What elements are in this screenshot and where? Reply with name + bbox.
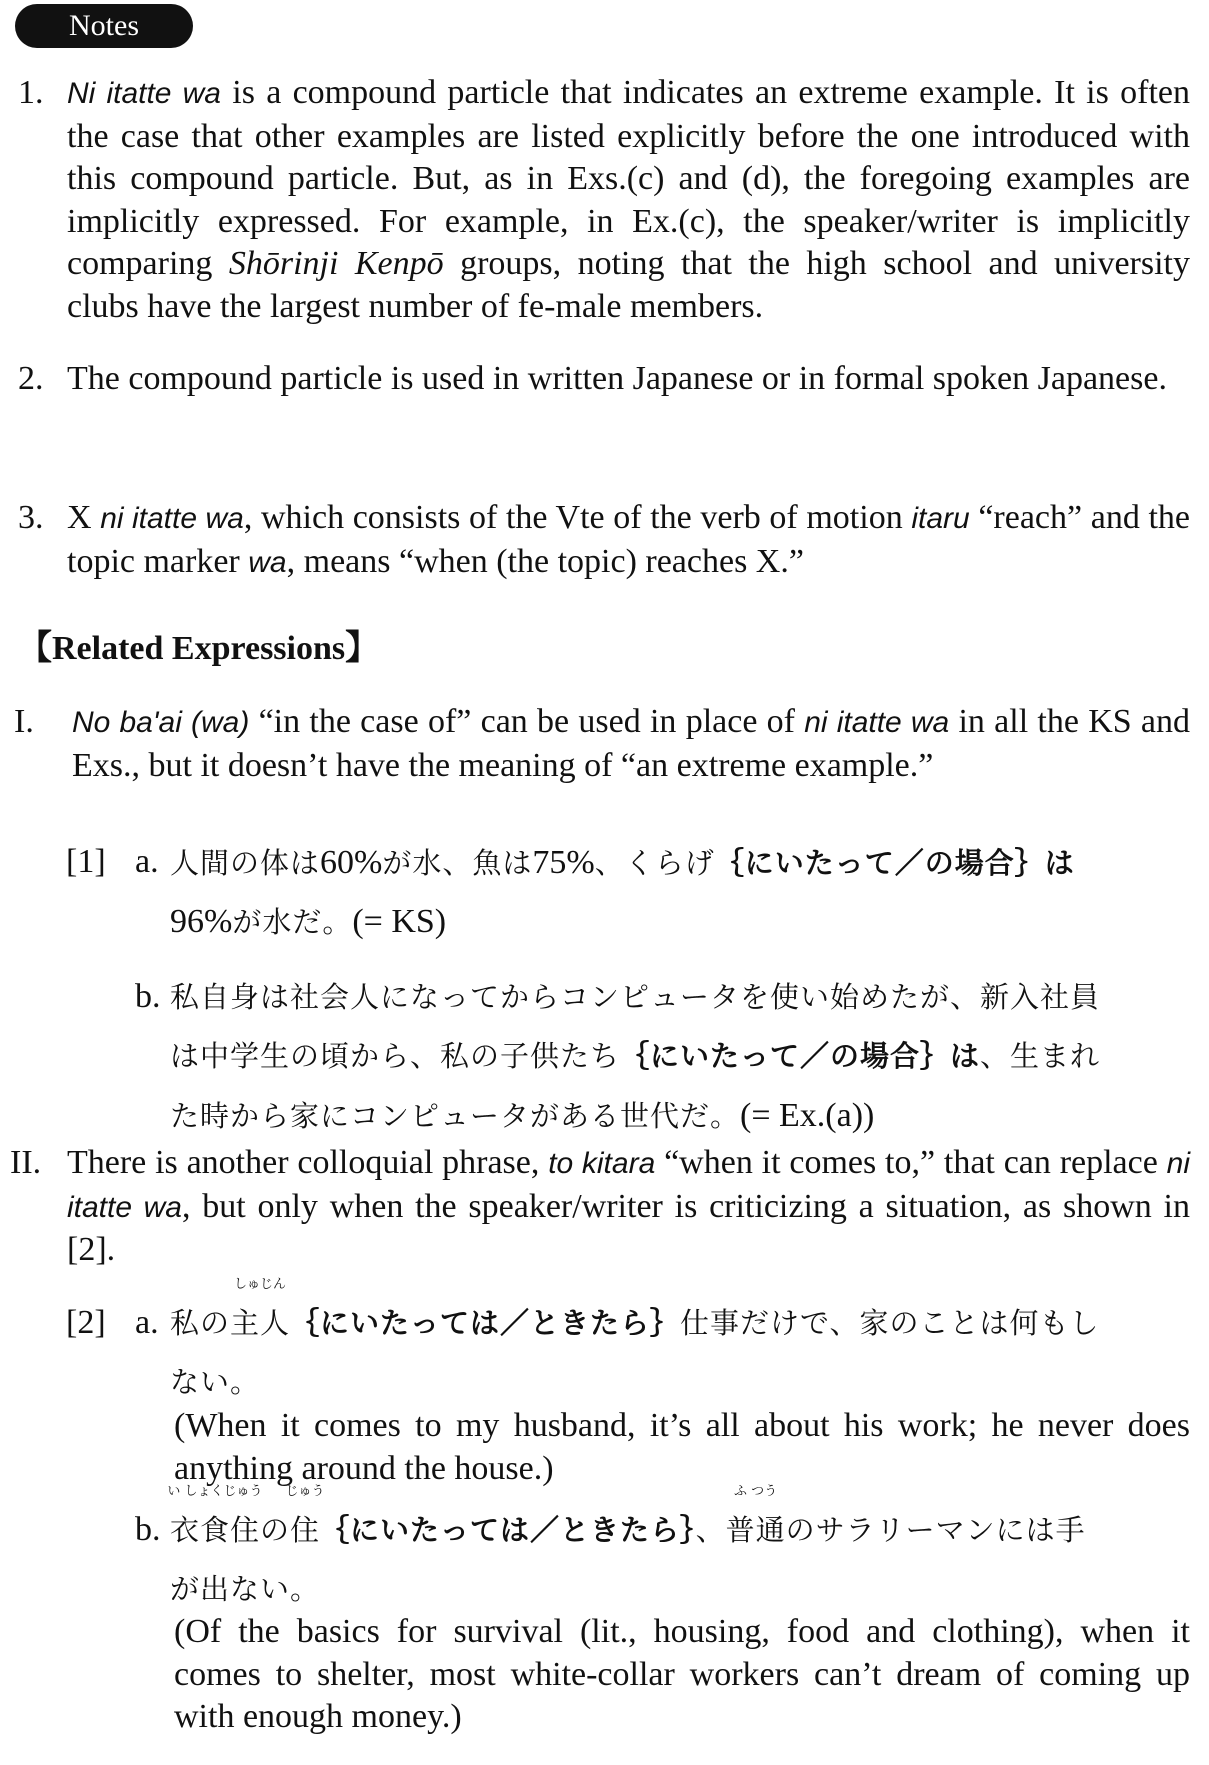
- text-run: , which consists of the Vte of the verb of motion: [243, 499, 912, 536]
- example-1b-line-3: た時から家にコンピュータがある世代だ。(= Ex.(a)): [170, 1097, 875, 1134]
- related-2-text: [67, 1142, 1190, 1272]
- example-1-label: [1]: [66, 843, 106, 880]
- text-run: The compound particle is used in written Japanese or in formal spoken Japanese.: [67, 360, 1167, 397]
- related-1-number: I.: [14, 703, 34, 740]
- related-1-text: [72, 701, 1190, 787]
- italic-term: wa: [248, 545, 287, 579]
- note-3-text: [67, 497, 1190, 584]
- example-2b-translation: (Of the basics for survival (lit., housing, food and clothing), when it comes to shelter, most white-collar workers can’t dream of coming up with enough money.): [174, 1613, 1190, 1735]
- notes-badge: Notes: [15, 4, 193, 48]
- ruby-ishokuju: い しょくじゅう 衣食住: [167, 1484, 263, 1547]
- italic-term: ni itatte wa: [804, 706, 950, 739]
- note-3-number: 3.: [18, 499, 44, 536]
- example-2a-line-1: 私の しゅじん 主人｛にいたっては／ときたら｝仕事だけで、家のことは何もし: [170, 1294, 1200, 1353]
- note-1-number: 1.: [18, 74, 44, 111]
- example-2a-line-2: ない。: [170, 1365, 261, 1399]
- ruby-shujin: しゅじん 主人: [230, 1277, 291, 1340]
- example-1b-label: b.: [135, 978, 161, 1015]
- related-expressions-heading: 【Related Expressions】: [18, 630, 380, 667]
- example-1b-line-2: は中学生の頃から、私の子供たち｛にいたって／の場合｝は、生まれ: [170, 1039, 1101, 1073]
- italic-term: ni itatte wa: [100, 502, 244, 535]
- italic-term: Ni itatte wa: [67, 77, 221, 110]
- italic-term: Shōrinji Kenpō: [228, 245, 444, 282]
- example-1b-line-1: 私自身は社会人になってからコンピュータを使い始めたが、新入社員: [170, 980, 1101, 1014]
- italic-term: ni itatte wa: [67, 1147, 1191, 1224]
- italic-term: No ba'ai (wa): [72, 706, 250, 739]
- text-run: “in the case of” can be used in place of: [249, 703, 805, 740]
- example-2-label: [2]: [66, 1304, 106, 1341]
- text-run: “reach” and the topic marker: [67, 499, 1190, 580]
- example-2a-translation: (When it comes to my husband, it’s all about his work; he never does anything around the house.): [174, 1407, 1190, 1487]
- text-run: groups, noting that the high school and university clubs have the largest number of fe-male members.: [67, 245, 1190, 325]
- text-run: There is another colloquial phrase,: [67, 1144, 549, 1181]
- text-run: “when it comes to,” that can replace: [655, 1144, 1167, 1181]
- text-run: , means “when (the topic) reaches X.”: [286, 542, 804, 580]
- example-1a-line-1: 人間の体は60%が水、魚は75%、くらげ｛にいたって／の場合｝は: [170, 844, 1075, 881]
- italic-term: itaru: [911, 502, 970, 535]
- note-2-number: 2.: [18, 360, 44, 397]
- italic-term: to kitara: [548, 1147, 656, 1180]
- text-run: , but only when the speaker/writer is criticizing a situation, as shown in [2].: [67, 1187, 1190, 1268]
- example-2b-line-1: い しょくじゅう 衣食住の じゅう 住｛にいたっては／ときたら｝、 ふ つう 普通のサラリーマンには手: [170, 1501, 1200, 1560]
- example-2a-label: a.: [135, 1304, 159, 1341]
- ruby-ju: じゅう 住: [285, 1484, 325, 1547]
- example-1a-label: a.: [135, 843, 159, 880]
- note-2-text: [67, 358, 1190, 401]
- text-run: in all the KS and Exs., but it doesn’t have the meaning of “an extreme example.”: [72, 703, 1191, 784]
- text-run: X: [67, 499, 101, 536]
- text-run: is a compound particle that indicates an extreme example. It is often the case that other examples are listed explicitly before the one introduced with this compound particle. But, as in Exs.(c) and (d), the foregoing examples are implicitly expressed. For example, in Ex.(c), the speaker/writer is implicitly comparing: [67, 74, 1190, 282]
- ruby-futsu: ふ つう 普通: [725, 1484, 786, 1547]
- example-2b-line-2: が出ない。: [170, 1572, 321, 1606]
- related-2-number: II.: [10, 1144, 42, 1181]
- example-2b-label: b.: [135, 1511, 161, 1548]
- example-1a-line-2: 96%が水だ。(= KS): [170, 903, 447, 940]
- note-1-text: [67, 72, 1190, 328]
